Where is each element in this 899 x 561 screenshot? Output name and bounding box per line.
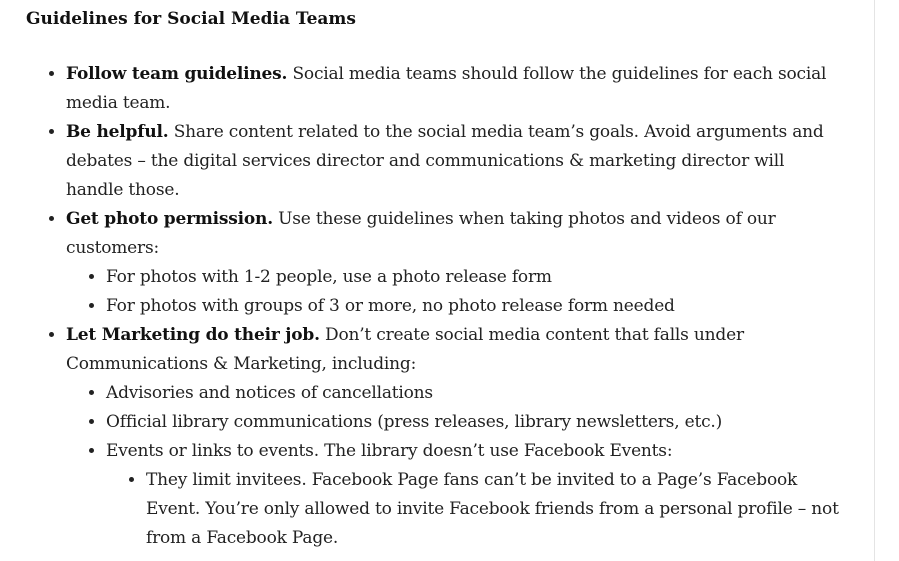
photo-permission-sublist	[66, 263, 846, 321]
item-text: Don’t create social media content that falls under Communications & Marketing, including:	[66, 325, 744, 374]
item-lead: Follow team guidelines.	[66, 64, 288, 84]
item-text: Use these guidelines when taking photos and videos of our customers:	[66, 209, 776, 258]
item-lead: Be helpful.	[66, 122, 169, 142]
guideline-list	[26, 60, 846, 553]
events-sublist	[106, 466, 846, 553]
list-item-be-helpful	[66, 118, 846, 205]
page-title: Guidelines for Social Media Teams	[26, 9, 356, 29]
marketing-sublist	[66, 379, 846, 553]
item-text: Share content related to the social media team’s goals. Avoid arguments and debates – the digital services director and communications & marketing director will handle those.	[66, 122, 824, 200]
document-body	[26, 8, 846, 553]
item-lead: Let Marketing do their job.	[66, 325, 320, 345]
sublist-item: • For photos with groups of 3 or more, no photo release form needed	[106, 292, 846, 321]
nested-sublist-item: • They limit invitees. Facebook Page fans can’t be invited to a Page’s Facebook Event. You’re only allowed to invite Facebook friends from a personal profile – not from a Facebook Page.	[146, 466, 846, 553]
list-item-let-marketing	[66, 321, 846, 553]
list-item-team-guidelines	[66, 60, 846, 118]
sublist-item: • Advisories and notices of cancellations	[106, 379, 846, 408]
sublist-item-text: Events or links to events. The library doesn’t use Facebook Events:	[106, 441, 673, 461]
sublist-item: • For photos with 1-2 people, use a photo release form	[106, 263, 846, 292]
sublist-item-events	[106, 437, 846, 553]
item-lead: Get photo permission.	[66, 209, 273, 229]
item-text: Social media teams should follow the guidelines for each social media team.	[66, 64, 827, 113]
sublist-item: • Official library communications (press releases, library newsletters, etc.)	[106, 408, 846, 437]
page-divider	[874, 0, 875, 561]
list-item-photo-permission	[66, 205, 846, 321]
